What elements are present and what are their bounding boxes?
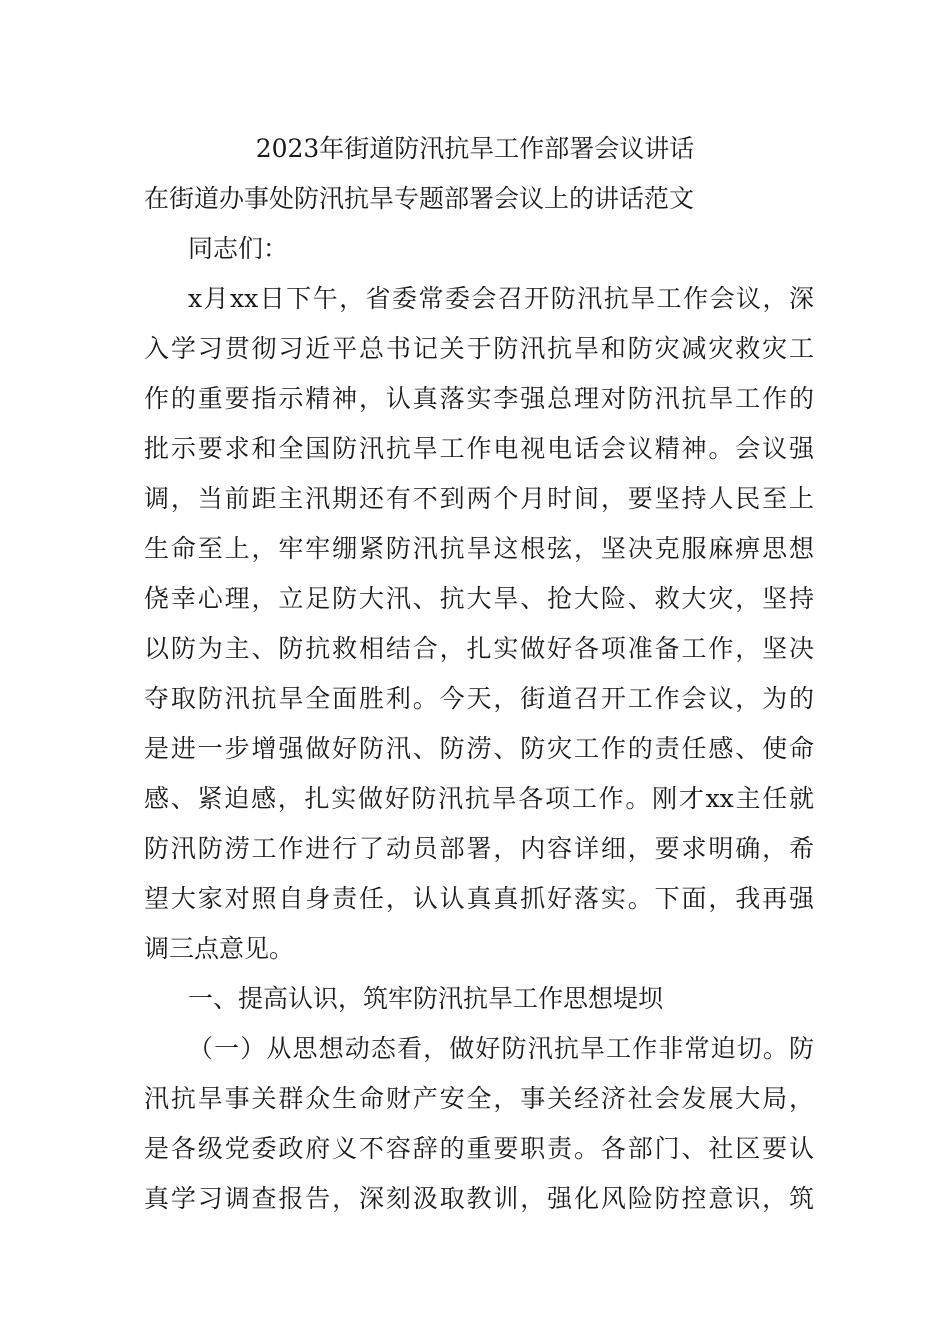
paragraph-line: 夺取防汛抗旱全面胜利。今天，街道召开工作会议，为的 (144, 684, 814, 713)
paragraph-line: 调三点意见。 (144, 934, 295, 963)
paragraph-line: 作的重要指示精神，认真落实李强总理对防汛抗旱工作的 (144, 384, 814, 413)
paragraph-line: 是进一步增强做好防汛、防涝、防灾工作的责任感、使命 (144, 734, 814, 763)
paragraph-line: 调，当前距主汛期还有不到两个月时间，要坚持人民至上 (144, 484, 814, 513)
paragraph-line: （一）从思想动态看，做好防汛抗旱工作非常迫切。防 (188, 1034, 814, 1063)
paragraph-line: x月xx日下午，省委常委会召开防汛抗旱工作会议，深 (188, 284, 814, 313)
paragraph-line: 汛抗旱事关群众生命财产安全，事关经济社会发展大局， (144, 1084, 814, 1113)
paragraph-line: 望大家对照自身责任，认认真真抓好落实。下面，我再强 (144, 884, 814, 913)
paragraph-line: 是各级党委政府义不容辞的重要职责。各部门、社区要认 (144, 1134, 814, 1163)
paragraph-line: 侥幸心理，立足防大汛、抗大旱、抢大险、救大灾，坚持 (144, 584, 814, 613)
paragraph-line: 批示要求和全国防汛抗旱工作电视电话会议精神。会议强 (144, 434, 814, 463)
paragraph-line: 防汛防涝工作进行了动员部署，内容详细，要求明确，希 (144, 834, 814, 863)
paragraph-line: 生命至上，牢牢绷紧防汛抗旱这根弦，坚决克服麻痹思想 (144, 534, 814, 563)
section-heading: 一、提高认识，筑牢防汛抗旱工作思想堤坝 (188, 984, 664, 1013)
document-title: 2023年街道防汛抗旱工作部署会议讲话 (255, 134, 695, 163)
paragraph-line: 感、紧迫感，扎实做好防汛抗旱各项工作。刚才xx主任就 (144, 784, 814, 813)
paragraph-line: 以防为主、防抗救相结合，扎实做好各项准备工作，坚决 (144, 634, 814, 663)
salutation: 同志们： (188, 234, 289, 263)
paragraph-line: 真学习调查报告，深刻汲取教训，强化风险防控意识，筑 (144, 1184, 814, 1213)
document-subtitle: 在街道办事处防汛抗旱专题部署会议上的讲话范文 (144, 184, 695, 213)
paragraph-line: 入学习贯彻习近平总书记关于防汛抗旱和防灾减灾救灾工 (144, 334, 814, 363)
